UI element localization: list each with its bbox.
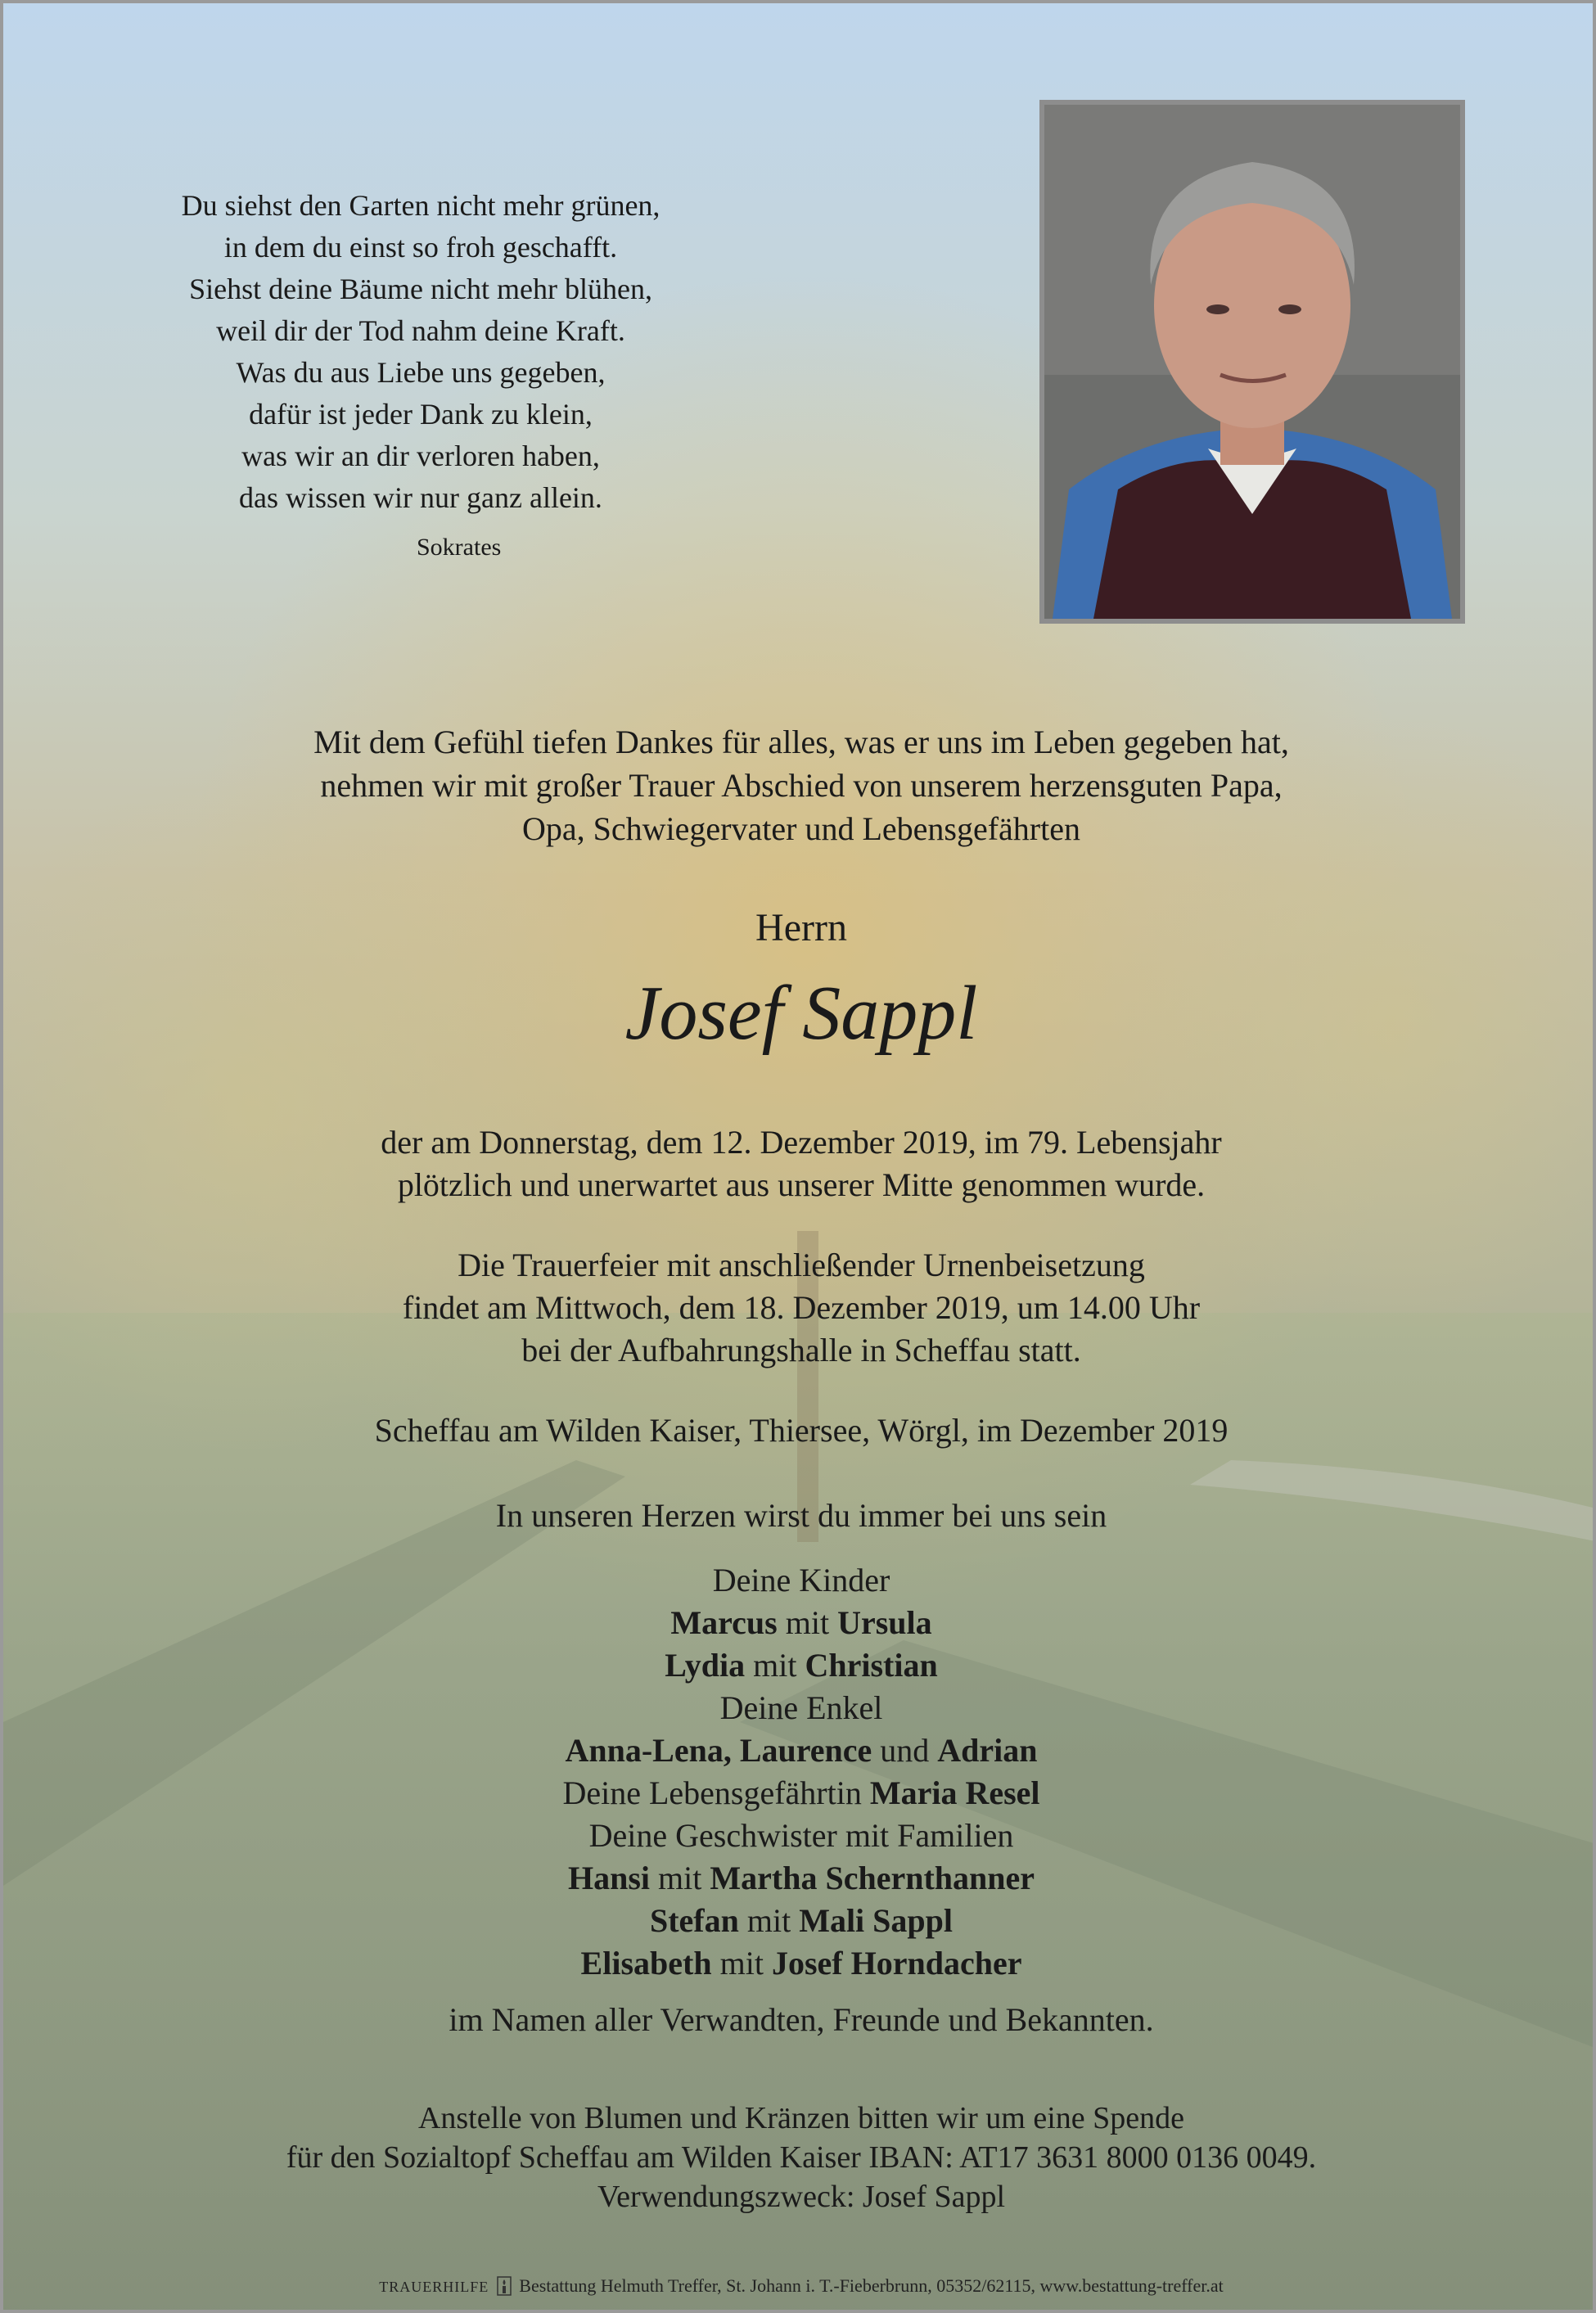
family-line (3, 1602, 1596, 1644)
joiner: mit (777, 1604, 838, 1641)
footer (3, 2275, 1596, 2297)
joiner: mit (650, 1860, 710, 1896)
death-notice (3, 1121, 1596, 1206)
poem (126, 185, 715, 519)
poem-line: Du siehst den Garten nicht mehr grünen, (181, 189, 660, 222)
candle-icon (497, 2276, 512, 2296)
family-line (3, 1644, 1596, 1687)
family-line (3, 1772, 1596, 1815)
family-member: Lydia (665, 1647, 746, 1684)
death-line: der am Donnerstag, dem 12. Dezember 2019, im 79. Lebensjahr (381, 1124, 1222, 1161)
intro-line: Opa, Schwiegervater und Lebensgefährten (522, 810, 1080, 847)
footer-brand: TRAUERHILFE (379, 2279, 489, 2295)
joiner: und (872, 1732, 938, 1769)
joiner: mit (711, 1945, 772, 1982)
joiner: mit (738, 1902, 800, 1939)
grandchildren-label: Deine Enkel (719, 1689, 883, 1726)
death-line: plötzlich und unerwartet aus unserer Mitte genommen wurde. (397, 1166, 1206, 1203)
family-member: Mali Sappl (799, 1902, 954, 1939)
salutation: Herrn (755, 906, 847, 949)
deceased-name: Josef Sappl (624, 971, 978, 1056)
donation-request (3, 2099, 1596, 2216)
family-member: Marcus (670, 1604, 778, 1641)
donation-line: Verwendungszweck: Josef Sappl (597, 2180, 1006, 2214)
poem-line: dafür ist jeder Dank zu klein, (249, 398, 593, 431)
siblings-label: Deine Geschwister mit Familien (588, 1817, 1014, 1854)
poem-author: Sokrates (417, 534, 502, 561)
poem-line: was wir an dir verloren haben, (241, 440, 600, 472)
family-member: Martha Schernthanner (710, 1860, 1035, 1896)
portrait-illustration (1044, 105, 1460, 619)
motto: In unseren Herzen wirst du immer bei uns sein (495, 1497, 1107, 1534)
funeral-line: Die Trauerfeier mit anschließender Urnenbeisetzung (458, 1247, 1145, 1283)
funeral-line: findet am Mittwoch, dem 18. Dezember 2019, um 14.00 Uhr (402, 1289, 1201, 1326)
family-line (3, 1857, 1596, 1900)
donation-line: für den Sozialtopf Scheffau am Wilden Kaiser IBAN: AT17 3631 8000 0136 0049. (286, 2140, 1317, 2175)
footer-text: Bestattung Helmuth Treffer, St. Johann i. T.-Fieberbrunn, 05352/62115, www.bestattung-treffer.at (519, 2275, 1224, 2296)
family-member: Anna-Lena, Laurence (565, 1732, 872, 1769)
closing-text: im Namen aller Verwandten, Freunde und Bekannten. (449, 2001, 1154, 2038)
intro-line: Mit dem Gefühl tiefen Dankes für alles, was er uns im Leben gegeben hat, (313, 724, 1289, 760)
family-member: Adrian (937, 1732, 1038, 1769)
joiner: mit (745, 1647, 805, 1684)
donation-line: Anstelle von Blumen und Kränzen bitten wir um eine Spende (417, 2101, 1185, 2135)
family-list (3, 1559, 1596, 1985)
family-member: Ursula (837, 1604, 932, 1641)
portrait-photo (1039, 100, 1465, 624)
children-label: Deine Kinder (712, 1562, 890, 1598)
family-line (3, 1900, 1596, 1942)
family-member: Elisabeth (580, 1945, 712, 1982)
intro-text (3, 720, 1596, 850)
family-member: Josef Horndacher (771, 1945, 1022, 1982)
poem-line: Was du aus Liebe uns gegeben, (236, 356, 606, 389)
poem-line: in dem du einst so froh geschafft. (223, 231, 618, 264)
family-member: Maria Resel (869, 1774, 1040, 1811)
partner-label: Deine Lebensgefährtin (562, 1774, 870, 1811)
place-date: Scheffau am Wilden Kaiser, Thiersee, Wörgl, im Dezember 2019 (374, 1412, 1229, 1449)
family-member: Stefan (649, 1902, 739, 1939)
poem-line: das wissen wir nur ganz allein. (239, 481, 602, 514)
poem-line: weil dir der Tod nahm deine Kraft. (216, 314, 625, 347)
poem-line: Siehst deine Bäume nicht mehr blühen, (189, 273, 652, 305)
family-line (3, 1942, 1596, 1985)
family-member: Christian (805, 1647, 938, 1684)
family-line (3, 1729, 1596, 1772)
funeral-line: bei der Aufbahrungshalle in Scheffau statt. (521, 1332, 1081, 1368)
funeral-notice (3, 1244, 1596, 1372)
family-member: Hansi (567, 1860, 651, 1896)
intro-line: nehmen wir mit großer Trauer Abschied von unserem herzensguten Papa, (320, 767, 1283, 804)
